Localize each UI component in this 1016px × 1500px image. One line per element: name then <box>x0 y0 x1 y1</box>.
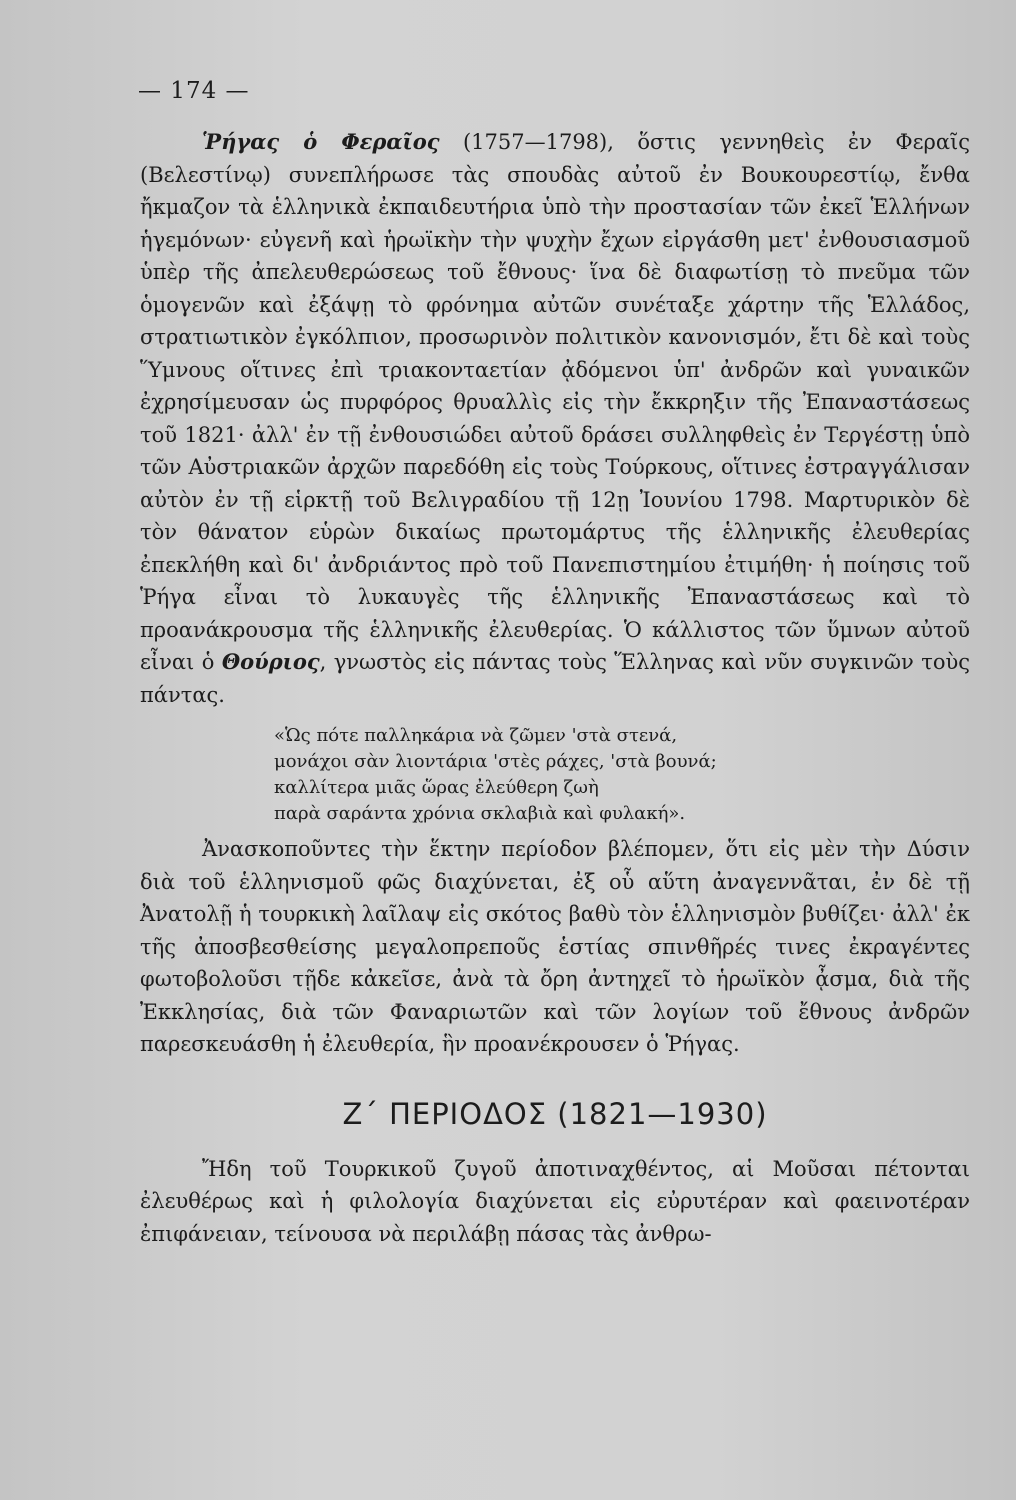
intro-tail: , γνωστὸς εἰς πάντας τοὺς Ἕλληνας καὶ νῦν συγκινῶν τοὺς πάντας. <box>140 650 970 707</box>
section-heading: Ζ΄ ΠΕΡΙΟΔΟΣ (1821—1930) <box>342 1096 768 1131</box>
intro-text: (1757—1798), ὅστις γεννηθεὶς ἐν Φεραῖς (Βελεστίνῳ) συνεπλήρωσε τὰς σπουδὰς αὐτοῦ ἐν Βουκουρεστίῳ, ἔνθα ἤκμαζον τὰ ἑλληνικὰ ἐκπαιδευτήρια ὑπὸ τὴν προστασίαν τῶν ἐκεῖ Ἑλλήνων ἡγεμόνων· εὐγενῆ καὶ ἡρωϊκὴν τὴν ψυχὴν ἔχων εἰργάσθη μετ' ἐνθουσιασμοῦ ὑπὲρ τῆς ἀπελευθερώσεως τοῦ ἔθνους· ἵνα δὲ διαφωτίσῃ τὸ πνεῦμα τῶν ὁμογενῶν καὶ ἐξάψῃ τὸ φρόνημα αὐτῶν συνέταξε χάρτην τῆς Ἑλλάδος, στρατιωτικὸν ἐγκόλπιον, προσωρινὸν πολιτικὸν κανονισμόν, ἔτι δὲ καὶ τοὺς Ὕμνους οἵτινες ἐπὶ τριακονταετίαν ᾀδόμενοι ὑπ' ἀνδρῶν καὶ γυναικῶν ἐχρησίμευσαν ὡς πυρφόρος θρυαλλὶς εἰς τὴν ἔκκρηξιν τῆς Ἐπαναστάσεως τοῦ 1821· ἀλλ' ἐν τῇ ἐνθουσιώδει αὐτοῦ δράσει συλληφθεὶς ἐν Τεργέστῃ ὑπὸ τῶν Αὐστριακῶν ἀρχῶν παρεδόθη εἰς τοὺς Τούρκους, οἵτινες ἐστραγγάλισαν αὐτὸν ἐν τῇ εἱρκτῇ τοῦ Βελιγραδίου τῇ 12ῃ Ἰουνίου 1798. Μαρτυρικὸν δὲ τὸν θάνατον εὑρὼν δικαίως πρωτομάρτυς τῆς ἑλληνικῆς ἐλευθερίας ἐπεκλήθη καὶ δι' ἀνδριάντος πρὸ τοῦ Πανεπιστημίου ἐτιμήθη· ἡ ποίησις τοῦ Ῥήγα εἶναι τὸ λυκαυγὲς τῆς ἑλληνικῆς Ἐπαναστάσεως καὶ τὸ προανάκρουσμα τῆς ἑλληνικῆς ἐλευθερίας. Ὁ κάλλιστος τῶν ὕμνων αὐτοῦ εἶναι ὁ <box>140 130 970 674</box>
poem-line: μονάχοι σὰν λιοντάρια 'στὲς ράχες, 'στὰ βουνά; <box>274 751 717 772</box>
poem-quote <box>274 723 968 827</box>
poem-line: καλλίτερα μιᾶς ὥρας ἐλεύθερη ζωὴ <box>274 777 599 798</box>
poem-line: παρὰ σαράντα χρόνια σκλαβιὰ καὶ φυλακή». <box>274 803 686 824</box>
thourios-title: Θούριος <box>221 649 320 674</box>
intro-paragraph <box>140 126 970 711</box>
page-number: — 174 — <box>138 78 250 104</box>
poem-line: «Ὡς πότε παλληκάρια νὰ ζῶμεν 'στὰ στενά, <box>274 725 678 746</box>
rigas-name: Ῥήγας ὁ Φεραῖος <box>202 129 440 154</box>
summary-paragraph: Ἀνασκοποῦντες τὴν ἕκτην περίοδον βλέπομεν, ὅτι εἰς μὲν τὴν Δύσιν διὰ τοῦ ἑλληνισμοῦ φῶς διαχύνεται, ἐξ οὗ αὕτη ἀναγεννᾶται, ἐν δὲ τῇ Ἀνατολῇ ἡ τουρκικὴ λαῖλαψ εἰς σκότος βαθὺ τὸν ἑλληνισμὸν βυθίζει· ἀλλ' ἐκ τῆς ἀποσβεσθείσης μεγαλοπρεποῦς ἑστίας σπινθῆρές τινες ἐκραγέντες φωτοβολοῦσι τῇδε κἀκεῖσε, ἀνὰ τὰ ὄρη ἀντηχεῖ τὸ ἡρωϊκὸν ᾆσμα, διὰ τῆς Ἐκκλησίας, διὰ τῶν Φαναριωτῶν καὶ τῶν λογίων τοῦ ἔθνους ἀνδρῶν παρεσκευάσθη ἡ ἐλευθερία, ἣν προανέκρουσεν ὁ Ῥήγας. <box>140 837 970 1056</box>
section-paragraph: Ἤδη τοῦ Τουρκικοῦ ζυγοῦ ἀποτιναχθέντος, αἱ Μοῦσαι πέτονται ἐλευθέρως καὶ ἡ φιλολογία διαχύνεται εἰς εὐρυτέραν καὶ φαεινοτέραν ἐπιφάνειαν, τείνουσα νὰ περιλάβῃ πάσας τὰς ἀνθρω- <box>140 1156 970 1246</box>
